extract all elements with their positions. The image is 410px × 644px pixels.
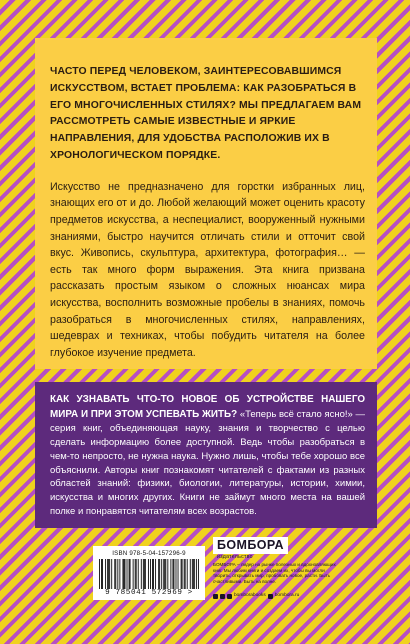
series-text [50,393,365,519]
publisher-block [213,536,343,610]
vk-icon [213,594,218,599]
description-intro: ЧАСТО ПЕРЕД ЧЕЛОВЕКОМ, ЗАИНТЕРЕСОВАВШИМСЯ ИСКУССТВОМ, ВСТАЕТ ПРОБЛЕМА: КАК РАЗОБРАТЬСЯ В ЕГО МНОГОЧИСЛЕННЫХ СТИЛЯХ? МЫ ПРЕДЛАГАЕМ ВАМ РАССМОТРЕТЬ САМЫЕ ИЗВЕСТНЫЕ И ЯРКИЕ НАПРАВЛЕНИЯ, ДЛЯ УДОБСТВА РАСПОЛОЖИВ ИХ В ХРОНОЛОГИЧЕСКОМ ПОРЯДКЕ. [50,66,362,161]
series-intro: КАК УЗНАВАТЬ ЧТО-ТО НОВОЕ ОБ УСТРОЙСТВЕ НАШЕГО МИРА И ПРИ ЭТОМ УСПЕВАТЬ ЖИТЬ? [50,394,365,420]
publisher-logo-sub: издательство [217,554,253,560]
series-body: «Теперь всё стало ясно!» — серия книг, объединяющая науку, знания и творчество с целью сделать информацию более доступной. Ведь чтобы разобраться в чем-то непросто, не нужна наука. Нужно лишь, чтобы тебе хорошо все объяснили. Авторы книг познакомят читателей с фактами из разных областей знаний: физики, биологии, литературы, истории, химии, искусства и многих других. Книги не займут много места на вашей полке и понравятся читателям всех возрастов. [50,408,365,517]
publisher-site: bombora.ru [274,593,300,598]
isbn-number: ISBN 978-5-04-157296-9 [112,550,186,557]
barcode-bars [99,559,199,589]
description-body: Искусство не предназначено для горстки избранных лиц, знающих его от и до. Любой желающий может оценить красоту предметов искусства, а неспециалист, вооруженный нужными знаниями, быстро научится отличать стили и отточит свой вкус. Живопись, скульптура, архитектура, фотография… — есть так много форм выражения. Эта книга призвана рассказать простым языком о сложных нюансах мира искусства, восполнить возможные пробелы в знаниях, помочь разобраться в многочисленных стилях, направлениях, шедеврах и техниках, чтобы побудить читателя на более глубокое изучение предмета. [50,180,365,359]
youtube-icon [227,594,232,599]
instagram-icon [220,594,225,599]
barcode-digits: 9 785041 572969 > [105,589,193,597]
globe-icon [268,594,273,599]
description-box [35,38,377,369]
publisher-text: БОМБОРА – лидер на рынке полезных и вдохновляющих книг. Мы любим книги и создаем их, чтобы вы могли творить, открывать мир, пробовать новое, расти. Быть счастливыми. Быть на волне. [213,562,336,584]
publisher-logo: БОМБОРА [213,537,288,554]
social-handle: bomborabooks [234,593,266,598]
series-box [35,382,377,528]
publisher-socials [213,593,343,599]
barcode-box [93,546,205,600]
